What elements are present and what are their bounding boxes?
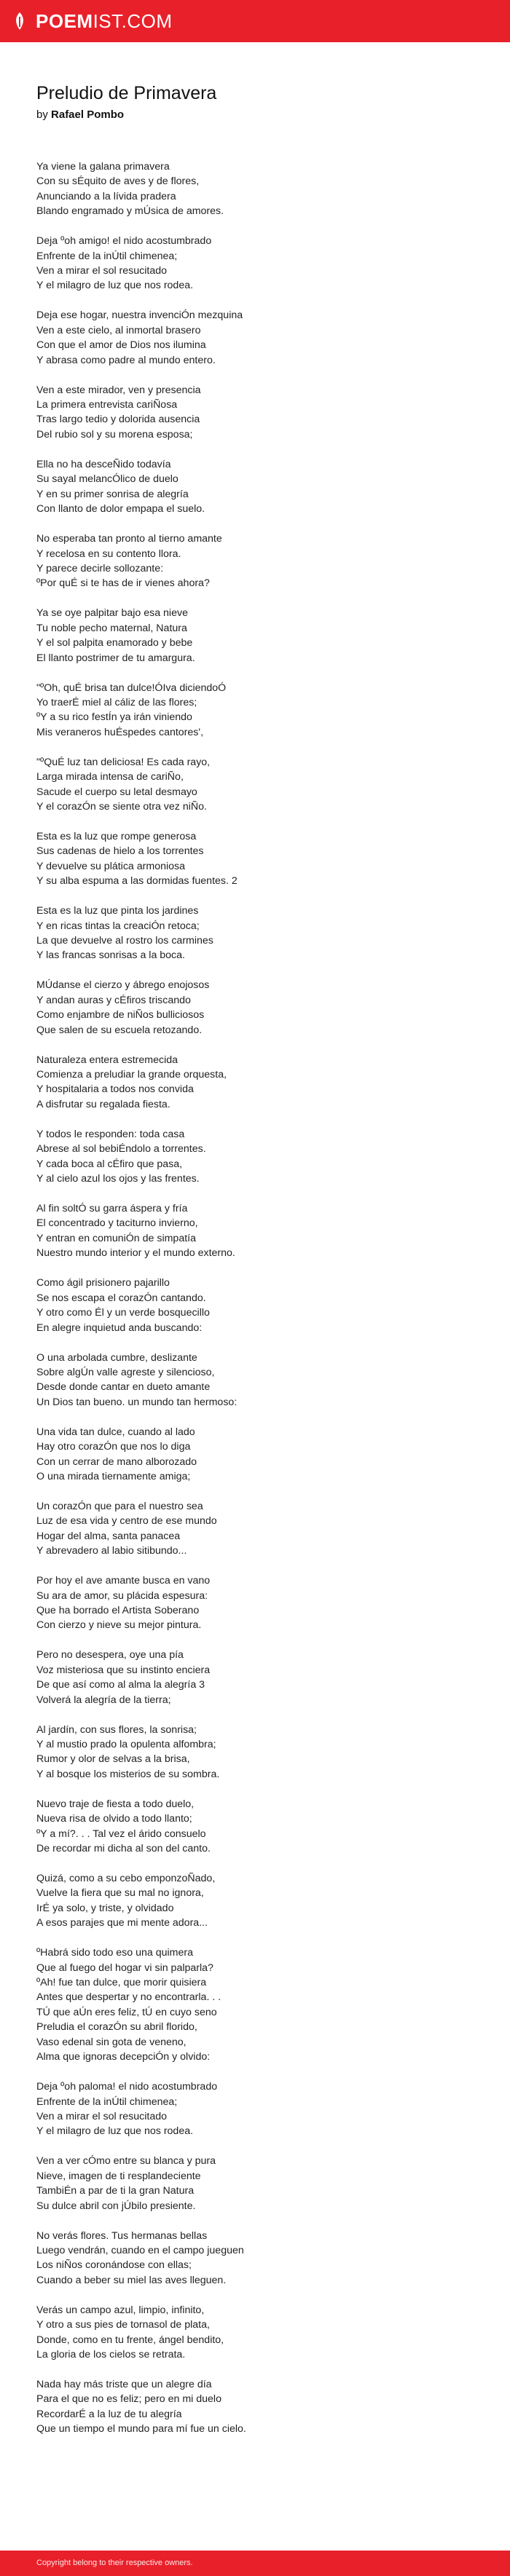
poem-line: El concentrado y taciturno invierno, (36, 1217, 198, 1230)
poem-line: Y otro como Él y un verde bosquecillo (36, 1307, 210, 1319)
poem-line: Con llanto de dolor empapa el suelo. (36, 503, 205, 515)
poem-line: Al jardín, con sus flores, la sonrisa; (36, 1723, 197, 1736)
poem-line: Naturaleza entera estremecida (36, 1054, 178, 1066)
poem-line: Nieve, imagen de ti resplandeciente (36, 2170, 201, 2182)
poem-line: Su sayal melancÓlico de duelo (36, 473, 178, 486)
poem-stanza (36, 829, 488, 889)
poem-line: Enfrente de la inÚtil chimenea; (36, 250, 178, 262)
poem-line: Del rubio sol y su morena esposa; (36, 428, 193, 440)
poem-line: Y en ricas tintas la creaciÓn retoca; (36, 920, 200, 932)
poem-stanza (36, 1723, 488, 1782)
poem-line: TÚ que aÚn eres feliz, tÚ en cuyo seno (36, 2006, 217, 2018)
poem-line: Voz misteriosa que su instinto enciera (36, 1664, 211, 1676)
logo-thin: IST.COM (93, 10, 173, 32)
quill-icon (9, 11, 30, 31)
poem-byline (36, 108, 124, 121)
poem-line: Rumor y olor de selvas a la brisa, (36, 1753, 190, 1766)
poem-line: Que salen de su escuela retozando. (36, 1024, 203, 1036)
poem-line: Vuelve la fiera que su mal no ignora, (36, 1887, 204, 1900)
poem-line: Mis veraneros huÉspedes cantores', (36, 726, 204, 738)
poem-line: Y devuelve su plática armoniosa (36, 860, 186, 872)
poem-line: Larga mirada intensa de cariÑo, (36, 771, 184, 783)
poem-line: Y recelosa en su contento llora. (36, 548, 181, 560)
poem-line: TambiÉn a par de ti la gran Natura (36, 2185, 195, 2197)
poem-stanza (36, 2154, 488, 2213)
poem-line: Y andan auras y cÉfiros triscando (36, 994, 191, 1006)
poem-stanza (36, 1127, 488, 1187)
poem-line: MÚdanse el cierzo y ábrego enojosos (36, 979, 210, 992)
poem-line: ºHabrá sido todo eso una quimera (36, 1947, 193, 1959)
poem-stanza (36, 1276, 488, 1335)
poem-line: Alma que ignoras decepciÓn y olvido: (36, 2051, 211, 2063)
poem-line: O una arbolada cumbre, deslizante (36, 1351, 197, 1364)
poem-line: Desde donde cantar en dueto amante (36, 1381, 211, 1394)
poem-line: Y el sol palpita enamorado y bebe (36, 637, 193, 649)
poem-line: Cuando a beber su miel las aves lleguen. (36, 2274, 227, 2286)
poem-stanza (36, 681, 488, 740)
poem-line: IrÉ ya solo, y triste, y olvidado (36, 1902, 174, 1914)
poem-line: Con su sÉquito de aves y de flores, (36, 175, 200, 188)
poem-line: ºY a su rico festÍn ya irán viniendo (36, 711, 192, 724)
poem-line: Y el corazÓn se siente otra vez niÑo. (36, 800, 207, 813)
poem-stanza (36, 978, 488, 1038)
poem-line: A disfrutar su regalada fiesta. (36, 1098, 170, 1110)
poem-line: La primera entrevista cariÑosa (36, 399, 178, 411)
poem-line: Y cada boca al cÉfiro que pasa, (36, 1158, 183, 1170)
poem-line: Al fin soltÓ su garra áspera y fría (36, 1203, 188, 1215)
poem-line: Ven a mirar el sol resucitado (36, 2110, 168, 2122)
poem-line: Sobre algÚn valle agreste y silencioso, (36, 1366, 215, 1378)
poem-line: Sacude el cuerpo su letal desmayo (36, 786, 197, 798)
poem-line: Tu noble pecho maternal, Natura (36, 622, 187, 634)
poem-line: Anunciando a la lívida pradera (36, 190, 176, 202)
poem-line: Y otro a sus pies de tornasol de plata, (36, 2319, 210, 2331)
poem-stanza (36, 1425, 488, 1485)
poem-line: Y abrevadero al labio sitibundo... (36, 1545, 187, 1557)
poem-stanza (36, 1201, 488, 1261)
poem-line: O una mirada tiernamente amiga; (36, 1470, 191, 1482)
poem-stanza (36, 1945, 488, 2064)
poem-stanza (36, 1797, 488, 1857)
poem-line: Enfrente de la inÚtil chimenea; (36, 2095, 178, 2108)
poem-line: Ven a este cielo, al inmortal brasero (36, 324, 201, 336)
poem-line: Hogar del alma, santa panacea (36, 1530, 181, 1542)
poem-line: "ºQuÉ luz tan deliciosa! Es cada rayo, (36, 756, 211, 768)
poem-line: Un Dios tan bueno. un mundo tan hermoso: (36, 1396, 238, 1408)
poem-line: Y abrasa como padre al mundo entero. (36, 354, 216, 366)
poem-line: Y al bosque los misterios de su sombra. (36, 1768, 220, 1780)
site-logo[interactable] (9, 9, 173, 33)
poem-line: La que devuelve al rostro los carmines (36, 935, 213, 947)
poem-line: Antes que despertar y no encontrarla. . . (36, 1991, 221, 2004)
poem-line: Deja ºoh paloma! el nido acostumbrado (36, 2081, 218, 2093)
poem-line: Y en su primer sonrisa de alegría (36, 488, 189, 500)
site-logo-text (36, 9, 173, 33)
poem-line: Tras largo tedio y dolorida ausencia (36, 414, 200, 426)
poem-line: Y hospitalaria a todos nos convida (36, 1083, 194, 1096)
poem-line: Vaso edenal sin gota de veneno, (36, 2036, 187, 2048)
poem-line: Blando engramado y mÚsica de amores. (36, 205, 224, 218)
poem-line: Quizá, como a su cebo emponzoÑado, (36, 1873, 216, 1885)
poem-stanza (36, 457, 488, 517)
poem-stanza (36, 1351, 488, 1410)
byline-prefix: by (36, 108, 52, 121)
poem-line: Nada hay más triste que un alegre día (36, 2378, 212, 2390)
site-header (0, 0, 510, 42)
poem-line: Luz de esa vida y centro de ese mundo (36, 1515, 217, 1528)
poem-line: Ella no ha desceÑido todavía (36, 458, 171, 470)
poem-line: Como ágil prisionero pajarillo (36, 1277, 170, 1289)
poem-line: Verás un campo azul, limpio, infinito, (36, 2304, 205, 2316)
poem-line: Esta es la luz que pinta los jardines (36, 905, 199, 917)
poem-line: Deja ese hogar, nuestra invenciÓn mezquina (36, 309, 243, 322)
poem-line: Deja ºoh amigo! el nido acostumbrado (36, 235, 212, 248)
poem-stanza (36, 532, 488, 591)
poem-line: Su ara de amor, su plácida espesura: (36, 1589, 208, 1602)
poem-line: ºY a mí?. . . Tal vez el árido consuelo (36, 1828, 206, 1840)
poem-line: Que un tiempo el mundo para mí fue un cielo. (36, 2423, 246, 2435)
poem-title: Preludio de Primavera (36, 83, 217, 103)
poem-line: Que al fuego del hogar vi sin palparla? (36, 1961, 213, 1974)
site-footer (0, 2551, 510, 2576)
poem-stanza (36, 2377, 488, 2437)
poem-line: Yo traerÉ miel al cáliz de las flores; (36, 696, 197, 708)
poem-line: Esta es la luz que rompe generosa (36, 830, 197, 842)
poem-stanza (36, 755, 488, 815)
poem-line: Como enjambre de niÑos bulliciosos (36, 1009, 205, 1022)
poem-line: Ven a este mirador, ven y presencia (36, 384, 201, 396)
poem-line: Que ha borrado el Artista Soberano (36, 1604, 200, 1616)
poem-line: No esperaba tan pronto al tierno amante (36, 533, 222, 545)
poem-line: Y el milagro de luz que nos rodea. (36, 280, 194, 292)
poem-line: Se nos escapa el corazÓn cantando. (36, 1292, 206, 1304)
poem-line: Abrese al sol bebiÉndolo a torrentes. (36, 1143, 206, 1155)
poem-stanza (36, 234, 488, 293)
poem-line: Comienza a preludiar la grande orquesta, (36, 1069, 227, 1081)
poem-line: Con que el amor de Dios nos ilumina (36, 339, 206, 352)
poem-stanza (36, 606, 488, 665)
logo-bold: POEM (36, 10, 93, 32)
poem-line: ºAh! fue tan dulce, que morir quisiera (36, 1977, 207, 1989)
poem-stanza (36, 308, 488, 368)
poem-stanza (36, 904, 488, 963)
poem-line: Con cierzo y nieve su mejor pintura. (36, 1619, 202, 1632)
poem-line: Y al cielo azul los ojos y las frentes. (36, 1173, 200, 1185)
poem-line: RecordarÉ a la luz de tu alegría (36, 2408, 182, 2420)
poem-line: Ya viene la galana primavera (36, 161, 170, 173)
poem-line: Por hoy el ave amante busca en vano (36, 1575, 211, 1587)
poem-line: Y parece decirle sollozante: (36, 562, 164, 574)
poem-line: "ºOh, quÉ brisa tan dulce!ÓIva diciendoÓ (36, 681, 227, 694)
poem-stanza (36, 1573, 488, 1633)
poem-line: Y el milagro de luz que nos rodea. (36, 2125, 194, 2138)
poem-line: La gloria de los cielos se retrata. (36, 2348, 186, 2360)
poem-line: Ven a ver cÓmo entre su blanca y pura (36, 2155, 216, 2168)
poem-line: Hay otro corazÓn que nos lo diga (36, 1441, 191, 1453)
poem-body (36, 159, 488, 2451)
poem-stanza (36, 2229, 488, 2288)
poem-line: Pero no desespera, oye una pía (36, 1649, 184, 1662)
poem-line: No verás flores. Tus hermanas bellas (36, 2229, 208, 2242)
poem-line: Un corazÓn que para el nuestro sea (36, 1500, 203, 1512)
poem-stanza (36, 1053, 488, 1113)
poem-line: Y su alba espuma a las dormidas fuentes. 2 (36, 875, 238, 888)
poem-line: Volverá la alegría de la tierra; (36, 1694, 171, 1706)
poem-stanza (36, 159, 488, 219)
poem-line: Ya se oye palpitar bajo esa nieve (36, 607, 188, 620)
poem-line: Nueva risa de olvido a todo llanto; (36, 1813, 192, 1825)
poem-line: Donde, como en tu frente, ángel bendito, (36, 2334, 224, 2346)
poem-line: Luego vendrán, cuando en el campo jueguen (36, 2244, 244, 2256)
poem-line: Los niÑos coronándose con ellas; (36, 2259, 192, 2272)
poem-line: Para el que no es feliz; pero en mi duelo (36, 2393, 221, 2406)
poem-line: Nuevo traje de fiesta a todo duelo, (36, 1798, 195, 1810)
poem-line: Una vida tan dulce, cuando al lado (36, 1426, 195, 1438)
poem-line: De recordar mi dicha al son del canto. (36, 1843, 211, 1855)
poem-line: Y las francas sonrisas a la boca. (36, 949, 185, 962)
poem-line: De que así como al alma la alegría 3 (36, 1679, 205, 1691)
poem-stanza (36, 1499, 488, 1559)
poem-line: Ven a mirar el sol resucitado (36, 265, 168, 277)
poem-stanza (36, 1648, 488, 1707)
poem-line: Preludia el corazÓn su abril florido, (36, 2021, 197, 2034)
poem-line: ºPor quÉ si te has de ir vienes ahora? (36, 577, 210, 590)
poem-line: Y todos le responden: toda casa (36, 1128, 185, 1140)
poem-line: Y entran en comuniÓn de simpatía (36, 1232, 196, 1244)
poem-line: Con un cerrar de mano alborozado (36, 1455, 197, 1468)
poem-line: El llanto postrimer de tu amargura. (36, 652, 195, 664)
poem-stanza (36, 383, 488, 443)
poem-line: Nuestro mundo interior y el mundo externo. (36, 1247, 235, 1260)
poem-line: En alegre inquietud anda buscando: (36, 1321, 203, 1334)
poem-line: Su dulce abril con jÚbilo presiente. (36, 2200, 196, 2212)
poem-line: Sus cadenas de hielo a los torrentes (36, 845, 204, 858)
poem-stanza (36, 2303, 488, 2363)
poem-line: A esos parajes que mi mente adora... (36, 1917, 208, 1929)
footer-copyright: Copyright belong to their respective owners. (36, 2559, 193, 2567)
author-link[interactable]: Rafael Pombo (51, 108, 125, 121)
poem-stanza (36, 1871, 488, 1931)
poem-stanza (36, 2079, 488, 2139)
poem-line: Y al mustio prado la opulenta alfombra; (36, 1739, 216, 1750)
